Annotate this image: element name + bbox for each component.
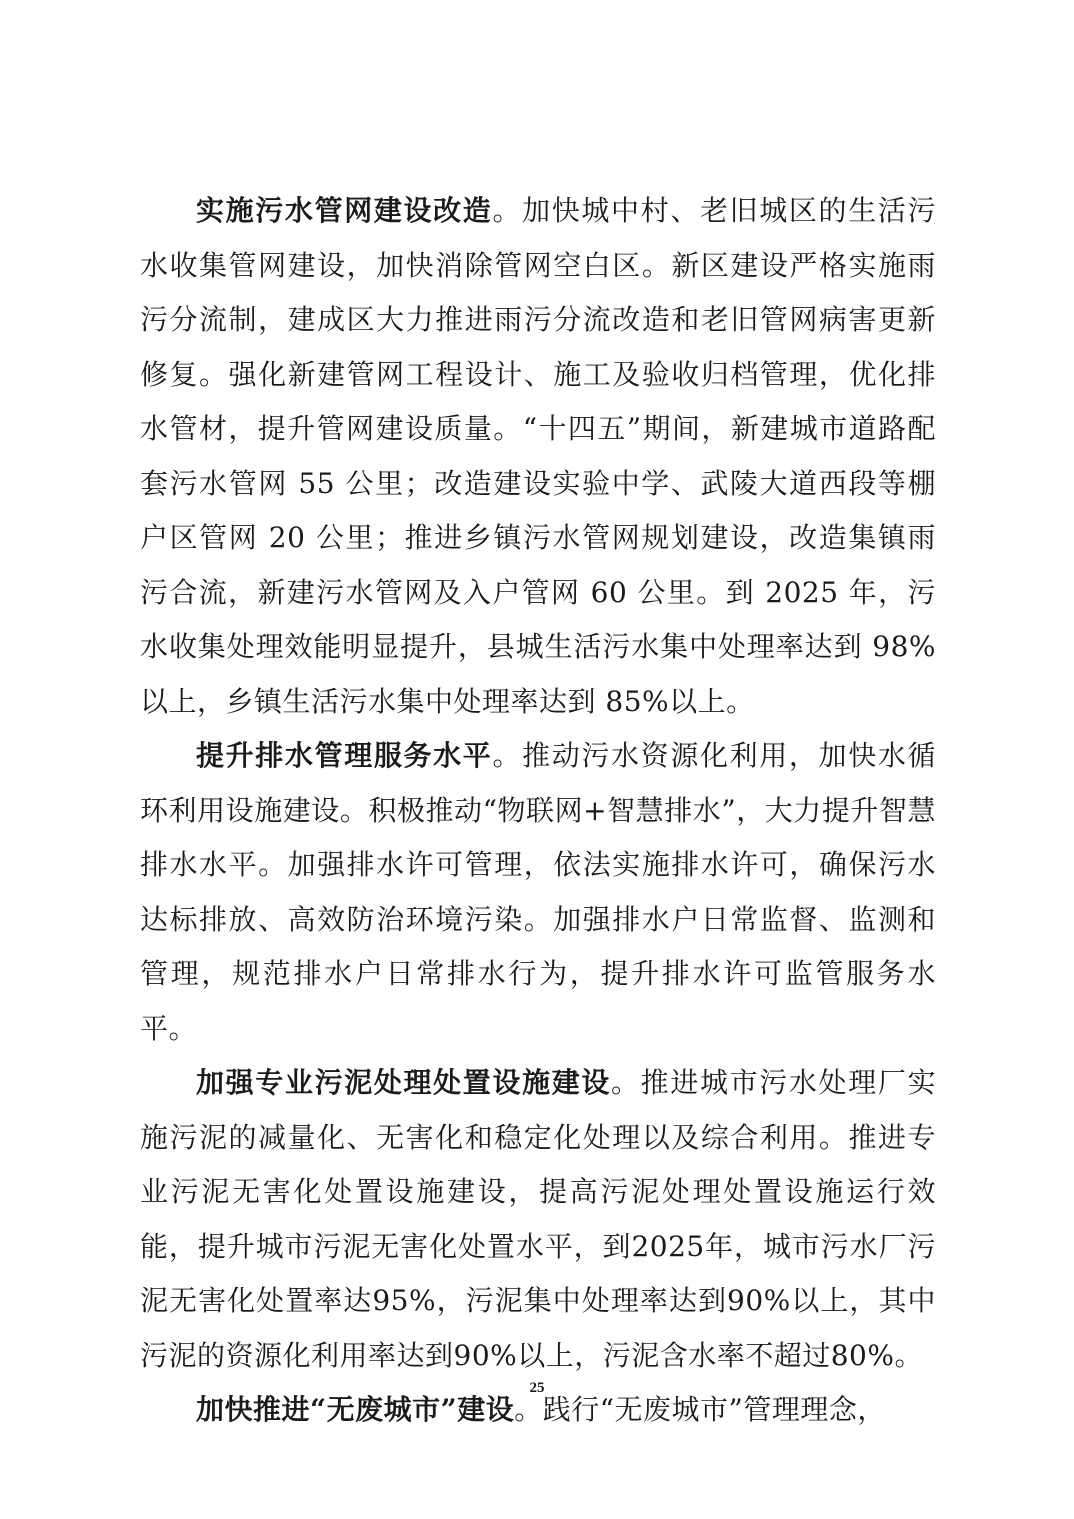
paragraph-sewer-network bbox=[140, 184, 936, 729]
paragraph-text: 。加快城中村、老旧城区的生活污水收集管网建设，加快消除管网空白区。新区建设严格实施雨污分流制，建成区大力推进雨污分流改造和老旧管网病害更新修复。强化新建管网工程设计、施工及验收归档管理，优化排水管材，提升管网建设质量。“十四五”期间，新建城市道路配套污水管网 55 公里；改造建设实验中学、武陵大道西段等棚户区管网 20 公里；推进乡镇污水管网规划建设，改造集镇雨污合流，新建污水管网及入户管网 60 公里。到 2025 年，污水收集处理效能明显提升，县城生活污水集中处理率达到 98%以上，乡镇生活污水集中处理率达到 85%以上。 bbox=[140, 194, 936, 718]
paragraph-heading: 实施污水管网建设改造 bbox=[196, 194, 493, 227]
paragraph-sludge-treatment bbox=[140, 1056, 936, 1383]
paragraph-text: 。推进城市污水处理厂实施污泥的减量化、无害化和稳定化处理以及综合利用。推进专业污泥无害化处置设施建设，提高污泥处理处置设施运行效能，提升城市污泥无害化处置水平，到2025年，城市污水厂污泥无害化处置率达95%，污泥集中处理率达到90%以上，其中污泥的资源化利用率达到90%以上，污泥含水率不超过80%。 bbox=[140, 1066, 936, 1372]
paragraph-text: 。践行“无废城市”管理理念， bbox=[514, 1393, 886, 1426]
paragraph-heading: 加强专业污泥处理处置设施建设 bbox=[196, 1066, 612, 1099]
paragraph-drainage-service bbox=[140, 729, 936, 1056]
document-body bbox=[140, 184, 936, 1438]
paragraph-heading: 提升排水管理服务水平 bbox=[196, 739, 493, 772]
paragraph-heading: 加快推进“无废城市”建设 bbox=[196, 1393, 515, 1426]
paragraph-text: 。推动污水资源化利用，加快水循环利用设施建设。积极推动“物联网+智慧排水”，大力提升智慧排水水平。加强排水许可管理，依法实施排水许可，确保污水达标排放、高效防治环境污染。加强排水户日常监督、监测和管理，规范排水户日常排水行为，提升排水许可监管服务水平。 bbox=[140, 739, 936, 1045]
page-number: 25 bbox=[529, 1380, 545, 1396]
